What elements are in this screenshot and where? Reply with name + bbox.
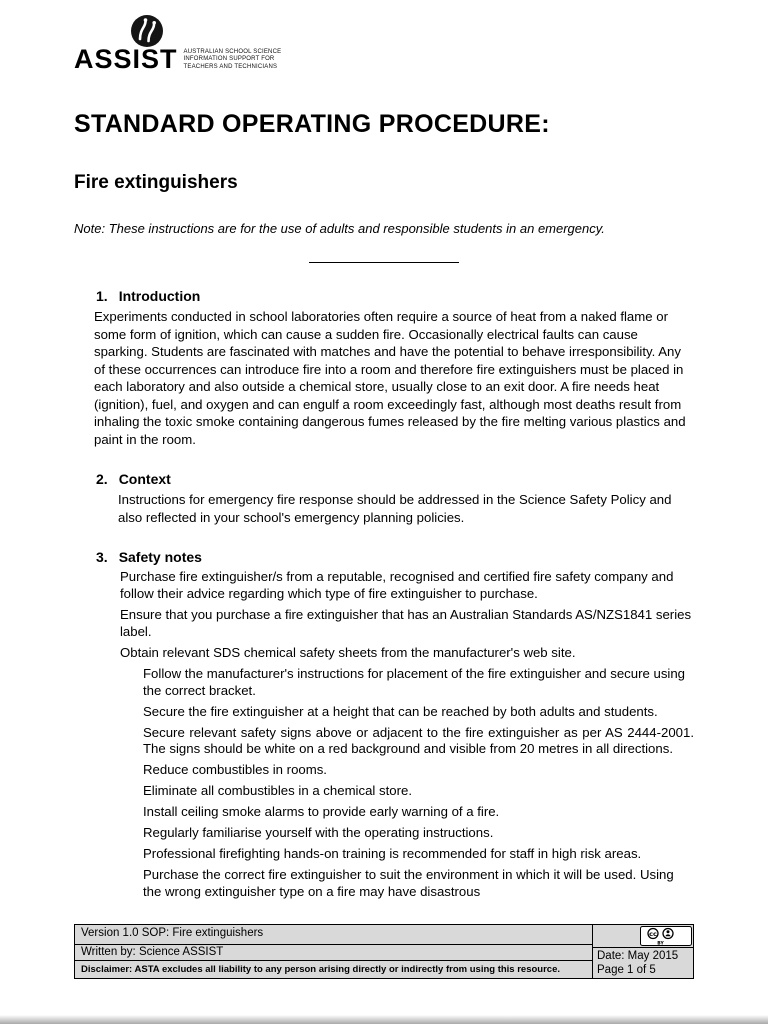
list-item: Follow the manufacturer's instructions for placement of the fire extinguisher and secure using the correct bracket. (143, 665, 686, 698)
list-item: Purchase fire extinguisher/s from a reputable, recognised and certified fire safety company and follow their advice regarding which type of fire extinguisher to purchase. (120, 569, 674, 602)
section-heading (96, 471, 694, 487)
assist-emblem-icon (130, 14, 164, 48)
section-introduction (96, 288, 694, 448)
document-title: STANDARD OPERATING PROCEDURE: (74, 110, 550, 138)
list-item: Secure the fire extinguisher at a height that can be reached by both adults and students. (143, 703, 658, 719)
section-number: 2. (96, 471, 108, 488)
footer-date-page-cell (593, 947, 693, 978)
svg-text:cc: cc (649, 930, 657, 938)
section-title: Context (118, 471, 171, 488)
section-safety-notes (96, 549, 694, 900)
science-assist-logo (74, 14, 314, 76)
logo-tagline-line: AUSTRALIAN SCHOOL SCIENCE (183, 48, 282, 55)
logo-text: ASSIST (74, 44, 178, 74)
footer-disclaimer: Disclaimer: ASTA excludes all liability to any person arising directly or indirectly from using this resource. (81, 964, 561, 976)
cc-by-icon (640, 926, 692, 946)
logo-tagline (184, 49, 282, 74)
section-body: Experiments conducted in school laboratories often require a source of heat from a naked flame or some form of ignition, which can cause a sudden fire. Occasionally electrical faults can cause sparking. Students are fascinated with matches and have the potential to behave irresponsibility. Any of these occurrences can introduce fire into a room and therefore fire extinguishers must be placed in each laboratory and also outside a chemical store, usually close to an exit door. A fire needs heat (ignition), fuel, and oxygen and can engulf a room exceedingly fast, although most deaths result from inhaling the toxic smoke containing dangerous fumes released by the fire melting various plastics and paint in the room. (94, 309, 686, 447)
document-subtitle: Fire extinguishers (74, 172, 238, 193)
note-separator-line (309, 262, 459, 263)
list-item: Eliminate all combustibles in a chemical store. (143, 783, 412, 799)
list-item: Professional firefighting hands-on training is recommended for staff in high risk areas. (143, 845, 642, 861)
section-heading (96, 549, 694, 565)
section-heading (96, 288, 694, 304)
footer-right-column (592, 925, 693, 978)
footer-date: Date: May 2015 (597, 950, 679, 962)
list-item: Secure relevant safety signs above or adjacent to the fire extinguisher as per AS 2444-2001. The signs should be white on a red background and visible from 20 metres in all directions. (143, 724, 694, 757)
page-bottom-edge-shadow (0, 1015, 768, 1024)
footer-written-by: Written by: Science ASSIST (75, 945, 592, 961)
document-footer-table (74, 924, 694, 979)
footer-left-column (75, 925, 592, 978)
section-number: 1. (96, 288, 108, 304)
section-number: 3. (96, 549, 108, 566)
list-item: Obtain relevant SDS chemical safety sheets from the manufacturer's web site. (120, 645, 576, 661)
safety-notes-list (96, 569, 694, 900)
license-cell (593, 925, 693, 947)
footer-version: Version 1.0 SOP: Fire extinguishers (75, 925, 592, 945)
list-item: Regularly familiarise yourself with the operating instructions. (143, 825, 494, 841)
list-item: Reduce combustibles in rooms. (143, 762, 327, 778)
list-item: Purchase the correct fire extinguisher to suit the environment in which it will be used. Using the wrong extinguisher type on a fire may have disastrous (143, 866, 674, 899)
logo-tagline-line: INFORMATION SUPPORT FOR (183, 56, 275, 62)
footer-page-number: Page 1 of 5 (597, 964, 656, 977)
list-item: Install ceiling smoke alarms to provide early warning of a fire. (143, 804, 500, 820)
section-context (96, 471, 694, 526)
logo-tagline-line: TEACHERS AND TECHNICIANS (183, 63, 278, 70)
list-item: Ensure that you purchase a fire extinguisher that has an Australian Standards AS/NZS1841 series label. (120, 607, 692, 640)
section-title: Safety notes (118, 549, 202, 566)
document-header (0, 0, 768, 76)
svg-text:BY: BY (657, 941, 664, 946)
document-note: Note: These instructions are for the use of adults and responsible students in an emergency. (74, 221, 605, 236)
section-body: Instructions for emergency fire response should be addressed in the Science Safety Policy and also reflected in your school's emergency planning policies. (118, 492, 672, 525)
section-title: Introduction (118, 288, 201, 304)
